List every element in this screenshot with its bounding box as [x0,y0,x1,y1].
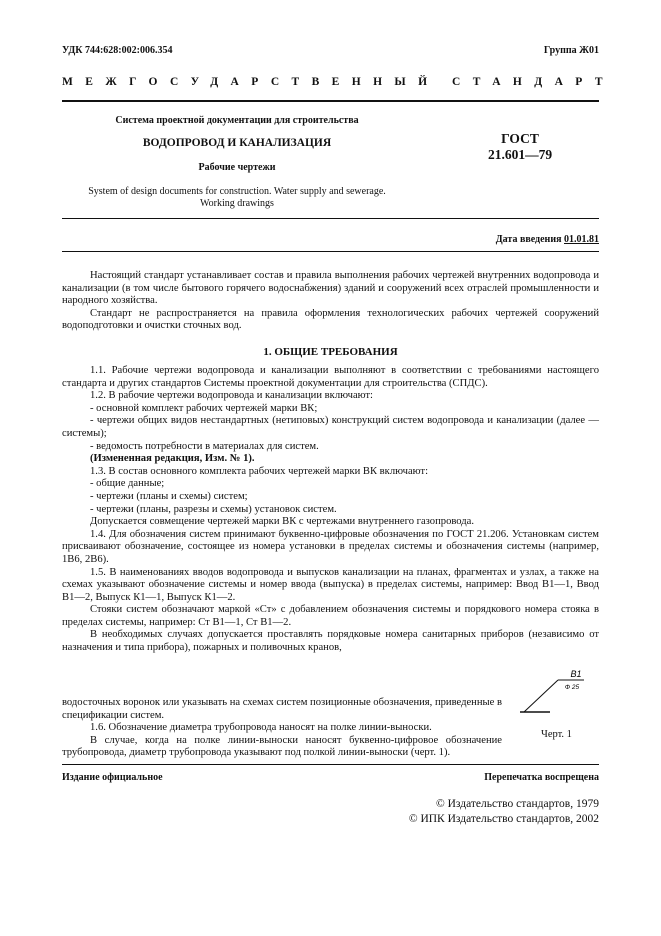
main-title: ВОДОПРОВОД И КАНАЛИЗАЦИЯ [142,137,332,149]
banner-right: СТАНДАРТ [452,76,615,88]
gost-label: ГОСТ [501,131,539,146]
edit-note: (Измененная редакция, Изм. № 1). [90,453,255,465]
clause-1-2: 1.2. В рабочие чертежи водопровода и канализации включают: [90,390,373,402]
intro-date-label: Дата введения [495,234,562,245]
intro-date [496,234,599,245]
system-title: Система проектной документации для строительства [115,115,359,126]
clause-1-3-note: Допускается совмещение чертежей марки ВК с чертежами внутреннего газопровода. [90,516,475,528]
reprint-prohibited: Перепечатка воспрещена [484,772,599,783]
clause-1-4: 1.4. Для обозначения систем принимают буквенно-цифровые обозначения по ГОСТ 21.206. Установкам систем присваивают обозначение, состоящее из номера установки в пределах системы и обозначения системы (например, 1В6, 2В6). [62,528,599,565]
clause-1-3: 1.3. В состав основного комплекта рабочих чертежей марки ВК включают: [90,465,429,477]
clause-1-5-positions: водосточных воронок или указывать на схемах систем позиционные обозначения, приведенные в спецификации систем. [62,697,502,721]
figure-label-top: В1 [570,669,582,679]
clause-1-5-numbers: В необходимых случаях допускается проставлять порядковые номера санитарных приборов (независимо от назначения и типа прибора), пожарных и поливочных кранов, [62,629,599,654]
intro-block [62,270,599,333]
english-title-1: System of design documents for construction. Water supply and sewerage. [88,186,386,197]
section-1-body [62,365,599,655]
list-item: - чертежи (планы, разрезы и схемы) установок систем. [90,503,337,515]
top-rule [62,100,599,102]
list-item: - чертежи (планы и схемы) систем; [90,490,248,502]
figure-side-text [62,697,502,760]
clause-1-6-b: В случае, когда на полке линии-выноски наносят буквенно-цифровое обозначение трубопровода, диаметр трубопровода указывают под полкой линии-выноски (черт. 1). [62,734,502,759]
gost-number: 21.601—79 [487,147,553,162]
figure-caption: Черт. 1 [541,729,572,740]
copyright-1979: © Издательство стандартов, 1979 [435,798,599,810]
intro-paragraph-1: Настоящий стандарт устанавливает состав и правила выполнения рабочих чертежей внутренних водопровода и канализации (в том числе бытового горячего водоснабжения) зданий и сооружений всех отраслей промышленности и народного хозяйства. [62,270,599,307]
english-title-2: Working drawings [200,198,274,209]
group-code: Группа Ж01 [543,45,599,56]
udk-code: УДК 744:628:002:006.354 [62,45,173,56]
clause-1-5: 1.5. В наименованиях вводов водопровода и выпусков канализации на планах, фрагментах и узлах, а также на схемах указывают обозначение системы и номер ввода (выпуска) в пределах системы, например: Ввод В1—1, Ввод В1—2, Выпуск К1—1, Выпуск К1—2. [62,566,599,603]
intro-paragraph-2: Стандарт не распространяется на правила оформления технологических рабочих чертежей сооружений водоподготовки и очистки сточных вод. [62,307,599,332]
clause-1-6: 1.6. Обозначение диаметра трубопровода наносят на полке линии-выноски. [90,722,432,734]
date-rule [62,251,599,252]
list-item: - ведомость потребности в материалах для систем. [90,440,319,452]
title-rule [62,218,599,219]
list-item: - основной комплект рабочих чертежей марки ВК; [90,402,318,414]
section-1-title: 1. ОБЩИЕ ТРЕБОВАНИЯ [263,346,398,358]
leader-line [524,680,558,712]
list-item: - общие данные; [90,478,165,490]
figure-label-bottom: Ф 25 [564,684,580,691]
banner-left: МЕЖГОСУДАРСТВЕННЫЙ [62,76,440,88]
list-item: - чертежи общих видов нестандартных (нетиповых) конструкций систем водопровода и канализации (далее — системы); [62,415,599,439]
clause-1-5-risers: Стояки систем обозначают маркой «Ст» с добавлением обозначения системы и порядкового номера стояка в пределах системы, например: Ст В1—1, Ст В1—2. [62,604,599,628]
bottom-rule [62,764,599,765]
clause-1-1: 1.1. Рабочие чертежи водопровода и канализации выполняют в соответствии с требованиями настоящего стандарта и других стандартов Системы проектной документации для строительства (СПДС). [62,365,599,389]
leader-line-figure [520,668,600,718]
official-edition: Издание официальное [62,772,163,783]
copyright-2002: © ИПК Издательство стандартов, 2002 [408,813,599,825]
intro-date-value: 01.01.81 [564,234,599,245]
sub-title: Рабочие чертежи [198,162,276,173]
